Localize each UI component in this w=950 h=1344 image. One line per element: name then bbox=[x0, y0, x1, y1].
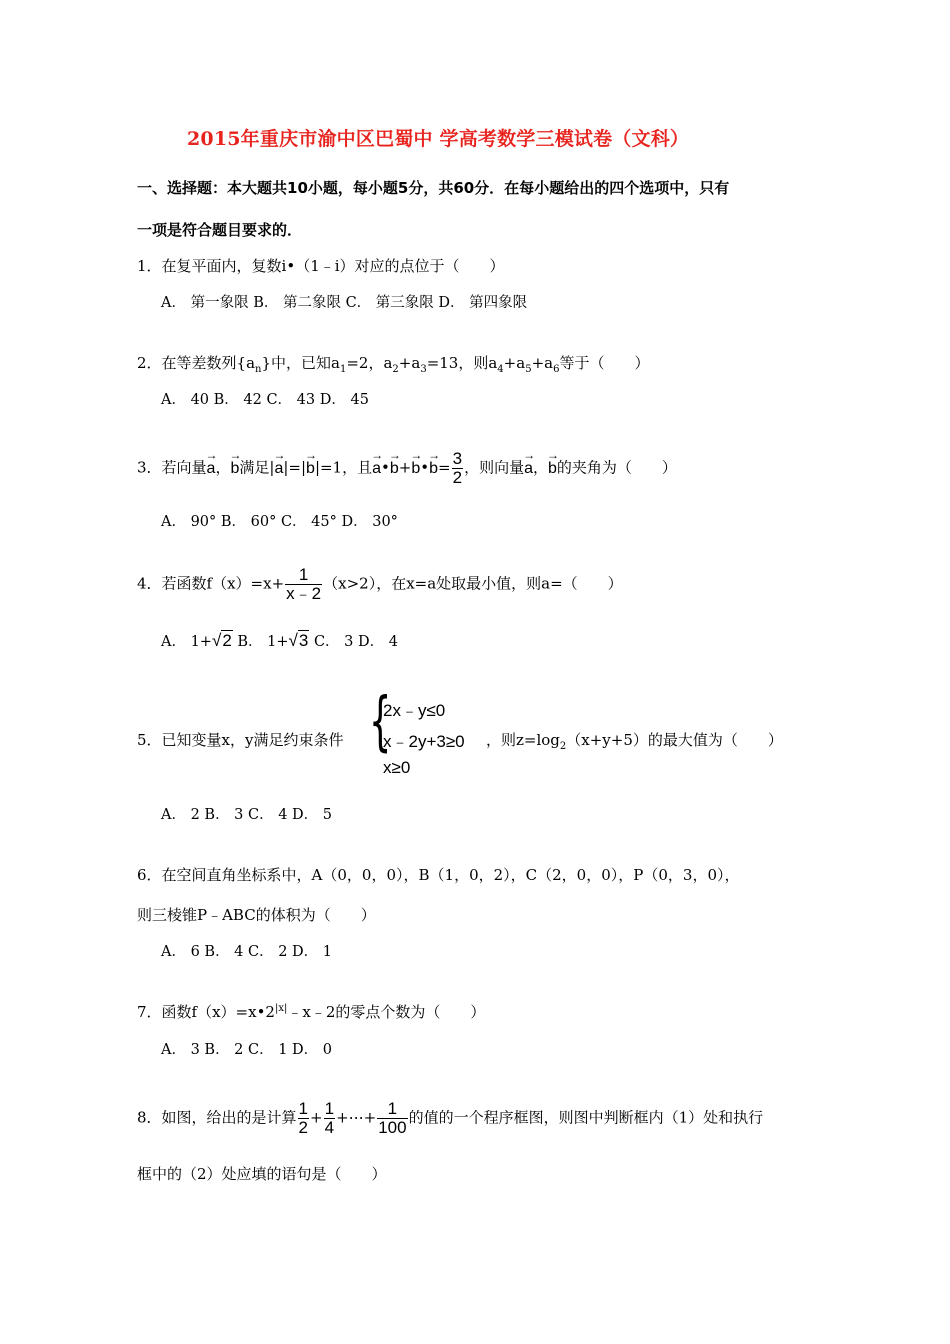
question-5-stem-suffix: ，则$z=\log_2(x+y+5)$的最大值为（ ） bbox=[486, 731, 783, 752]
question-7-options: A． 3 B． 2 C． 1 D． 0 bbox=[161, 1042, 333, 1058]
question-5-stem-prefix: 5．已知变量x，y满足约束条件 bbox=[137, 731, 344, 749]
question-3-options: A． 90° B． 60° C． 45° D． 30° bbox=[161, 514, 398, 530]
constraint-2: x﹣2y+3≥0 bbox=[383, 732, 465, 751]
question-6-line1: 6．在空间直角坐标系中，A（0，0，0），B（1，0，2），C（2，0，0），P（0，3，0）， bbox=[137, 866, 740, 884]
fraction-one-half: $\frac{1}{2}$ bbox=[298, 1099, 309, 1137]
question-3-stem: 3．若向量→ a，→ b满足|→ a|=|→ b|=1，且→ a•→ b+→ b•→ b= $\frac{3}{2}$ ，则向量→ a，→ b的夹角为（ ） bbox=[137, 450, 677, 487]
left-brace: { bbox=[369, 685, 392, 759]
question-7-stem: 7．函数$f(x)=x•2^{|x|}﹣x﹣2$的零点个数为（ ） bbox=[137, 1003, 486, 1021]
question-8-line2: 框中的（2）处应填的语句是（ ） bbox=[137, 1165, 387, 1183]
section-heading-line2: 一项是符合题目要求的． bbox=[137, 221, 303, 239]
question-2-options: A． 40 B． 42 C． 43 D． 45 bbox=[161, 392, 369, 408]
question-6-line2: 则三棱锥P﹣ABC的体积为（ ） bbox=[137, 906, 376, 924]
question-1-stem: 1．在复平面内，复数i•（1﹣i）对应的点位于（ ） bbox=[137, 257, 505, 275]
fraction-one-quarter: $\frac{1}{4}$ bbox=[324, 1099, 335, 1137]
question-2-stem: 2．在等差数列$\{a_n\}$中，已知$a_1=2$，$a_2+a_3=13$，则$a_4+a_5+a_6$等于（ ） bbox=[137, 354, 650, 375]
question-6-options: A． 6 B． 4 C． 2 D． 1 bbox=[161, 944, 333, 960]
fraction-one-over-x-minus-2: $\frac{1}{x﹣2}$ bbox=[286, 565, 322, 603]
constraint-3: x≥0 bbox=[383, 758, 411, 777]
question-8-line1: 8．如图，给出的是计算 $\frac{1}{2}$ + $\frac{1}{4}$ +⋯+ $\frac{1}{100}$ 的值的一个程序框图，则图中判断框内（1）处和执行 bbox=[137, 1099, 764, 1137]
question-5-options: A． 2 B． 3 C． 4 D． 5 bbox=[161, 807, 333, 823]
constraint-1: 2x﹣y≤0 bbox=[383, 701, 446, 720]
section-heading-line1: 一、选择题：本大题共10小题，每小题5分，共60分．在每小题给出的四个选项中，只有 bbox=[137, 179, 730, 197]
fraction-three-halves: $\frac{3}{2}$ bbox=[452, 449, 463, 487]
fraction-one-hundredth: $\frac{1}{100}$ bbox=[378, 1099, 407, 1137]
question-4-stem: 4．若函数f（x）=x+ $\frac{1}{x﹣2}$ （x>2），在x=a处取最小值，则a=（ ） bbox=[137, 565, 623, 603]
question-4-options: A． 1+√2 B． 1+√3 C． 3 D． 4 bbox=[161, 631, 398, 650]
question-1-options: A． 第一象限 B． 第二象限 C． 第三象限 D． 第四象限 bbox=[161, 295, 528, 311]
page-title: 2015年重庆市渝中区巴蜀中 学高考数学三模试卷（文科） bbox=[187, 128, 690, 150]
